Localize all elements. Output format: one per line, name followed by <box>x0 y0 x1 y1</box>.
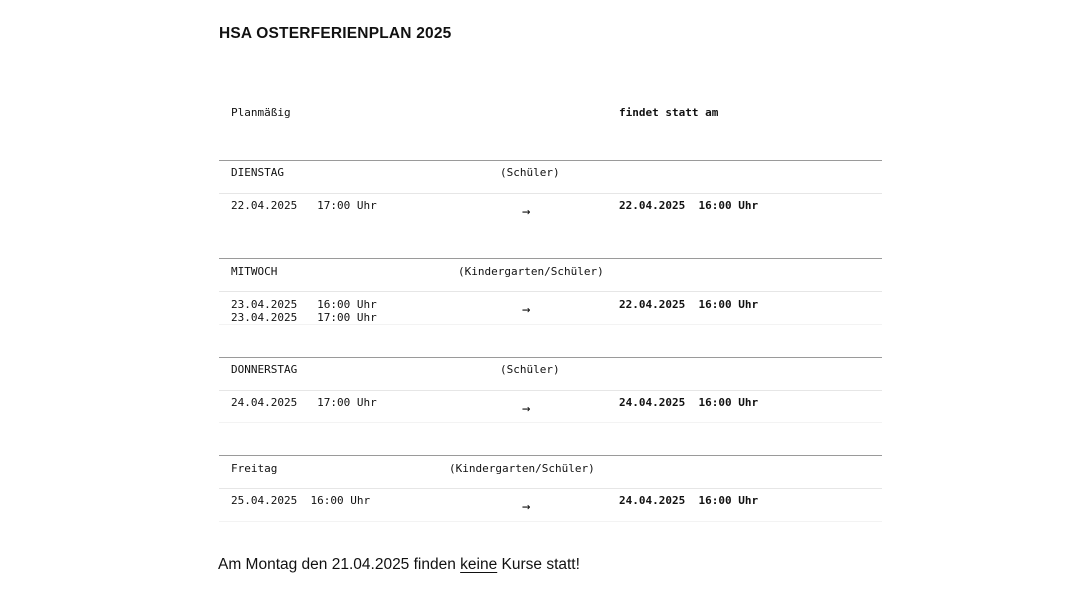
section-divider <box>219 160 882 161</box>
rescheduled-time: 22.04.2025 16:00 Uhr <box>619 199 759 212</box>
schedule-section-mittwoch <box>219 258 882 348</box>
section-divider <box>219 258 882 259</box>
section-divider <box>219 357 882 358</box>
rescheduled-time: 24.04.2025 16:00 Uhr <box>619 396 759 409</box>
column-header-planned: Planmäßig <box>231 106 291 119</box>
column-header-rescheduled: findet statt am <box>619 106 719 119</box>
section-divider <box>219 455 882 456</box>
row-divider <box>219 521 882 522</box>
page-title: HSA OSTERFERIENPLAN 2025 <box>219 25 452 42</box>
row-divider <box>219 193 882 194</box>
row-divider <box>219 390 882 391</box>
original-time: 23.04.2025 16:00 Uhr <box>231 298 377 311</box>
rescheduled-time: 24.04.2025 16:00 Uhr <box>619 494 759 507</box>
schedule-section-freitag <box>219 455 882 525</box>
arrow-right-icon: → <box>522 302 531 318</box>
original-time: 24.04.2025 17:00 Uhr <box>231 396 377 409</box>
arrow-right-icon: → <box>522 499 531 515</box>
schedule-section-donnerstag <box>219 357 882 447</box>
footer-text-before: Am Montag den 21.04.2025 finden <box>218 556 461 573</box>
group-label: (Kindergarten/Schüler) <box>458 265 604 278</box>
schedule-section-dienstag <box>219 160 882 250</box>
group-label: (Kindergarten/Schüler) <box>449 462 595 475</box>
row-divider <box>219 324 882 325</box>
original-time: 22.04.2025 17:00 Uhr <box>231 199 377 212</box>
day-label: DIENSTAG <box>231 166 284 179</box>
day-label: DONNERSTAG <box>231 363 298 376</box>
arrow-right-icon: → <box>522 401 531 417</box>
rescheduled-time: 22.04.2025 16:00 Uhr <box>619 298 759 311</box>
row-divider <box>219 422 882 423</box>
day-label: MITWOCH <box>231 265 278 278</box>
footer-note <box>218 556 580 574</box>
arrow-right-icon: → <box>522 204 531 220</box>
footer-text-after: Kurse statt! <box>497 556 580 573</box>
row-divider <box>219 291 882 292</box>
footer-emphasis: keine <box>460 556 498 573</box>
original-time: 23.04.2025 17:00 Uhr <box>231 311 377 324</box>
day-label: Freitag <box>231 462 278 475</box>
group-label: (Schüler) <box>500 166 560 179</box>
original-time: 25.04.2025 16:00 Uhr <box>231 494 371 507</box>
row-divider <box>219 488 882 489</box>
group-label: (Schüler) <box>500 363 560 376</box>
